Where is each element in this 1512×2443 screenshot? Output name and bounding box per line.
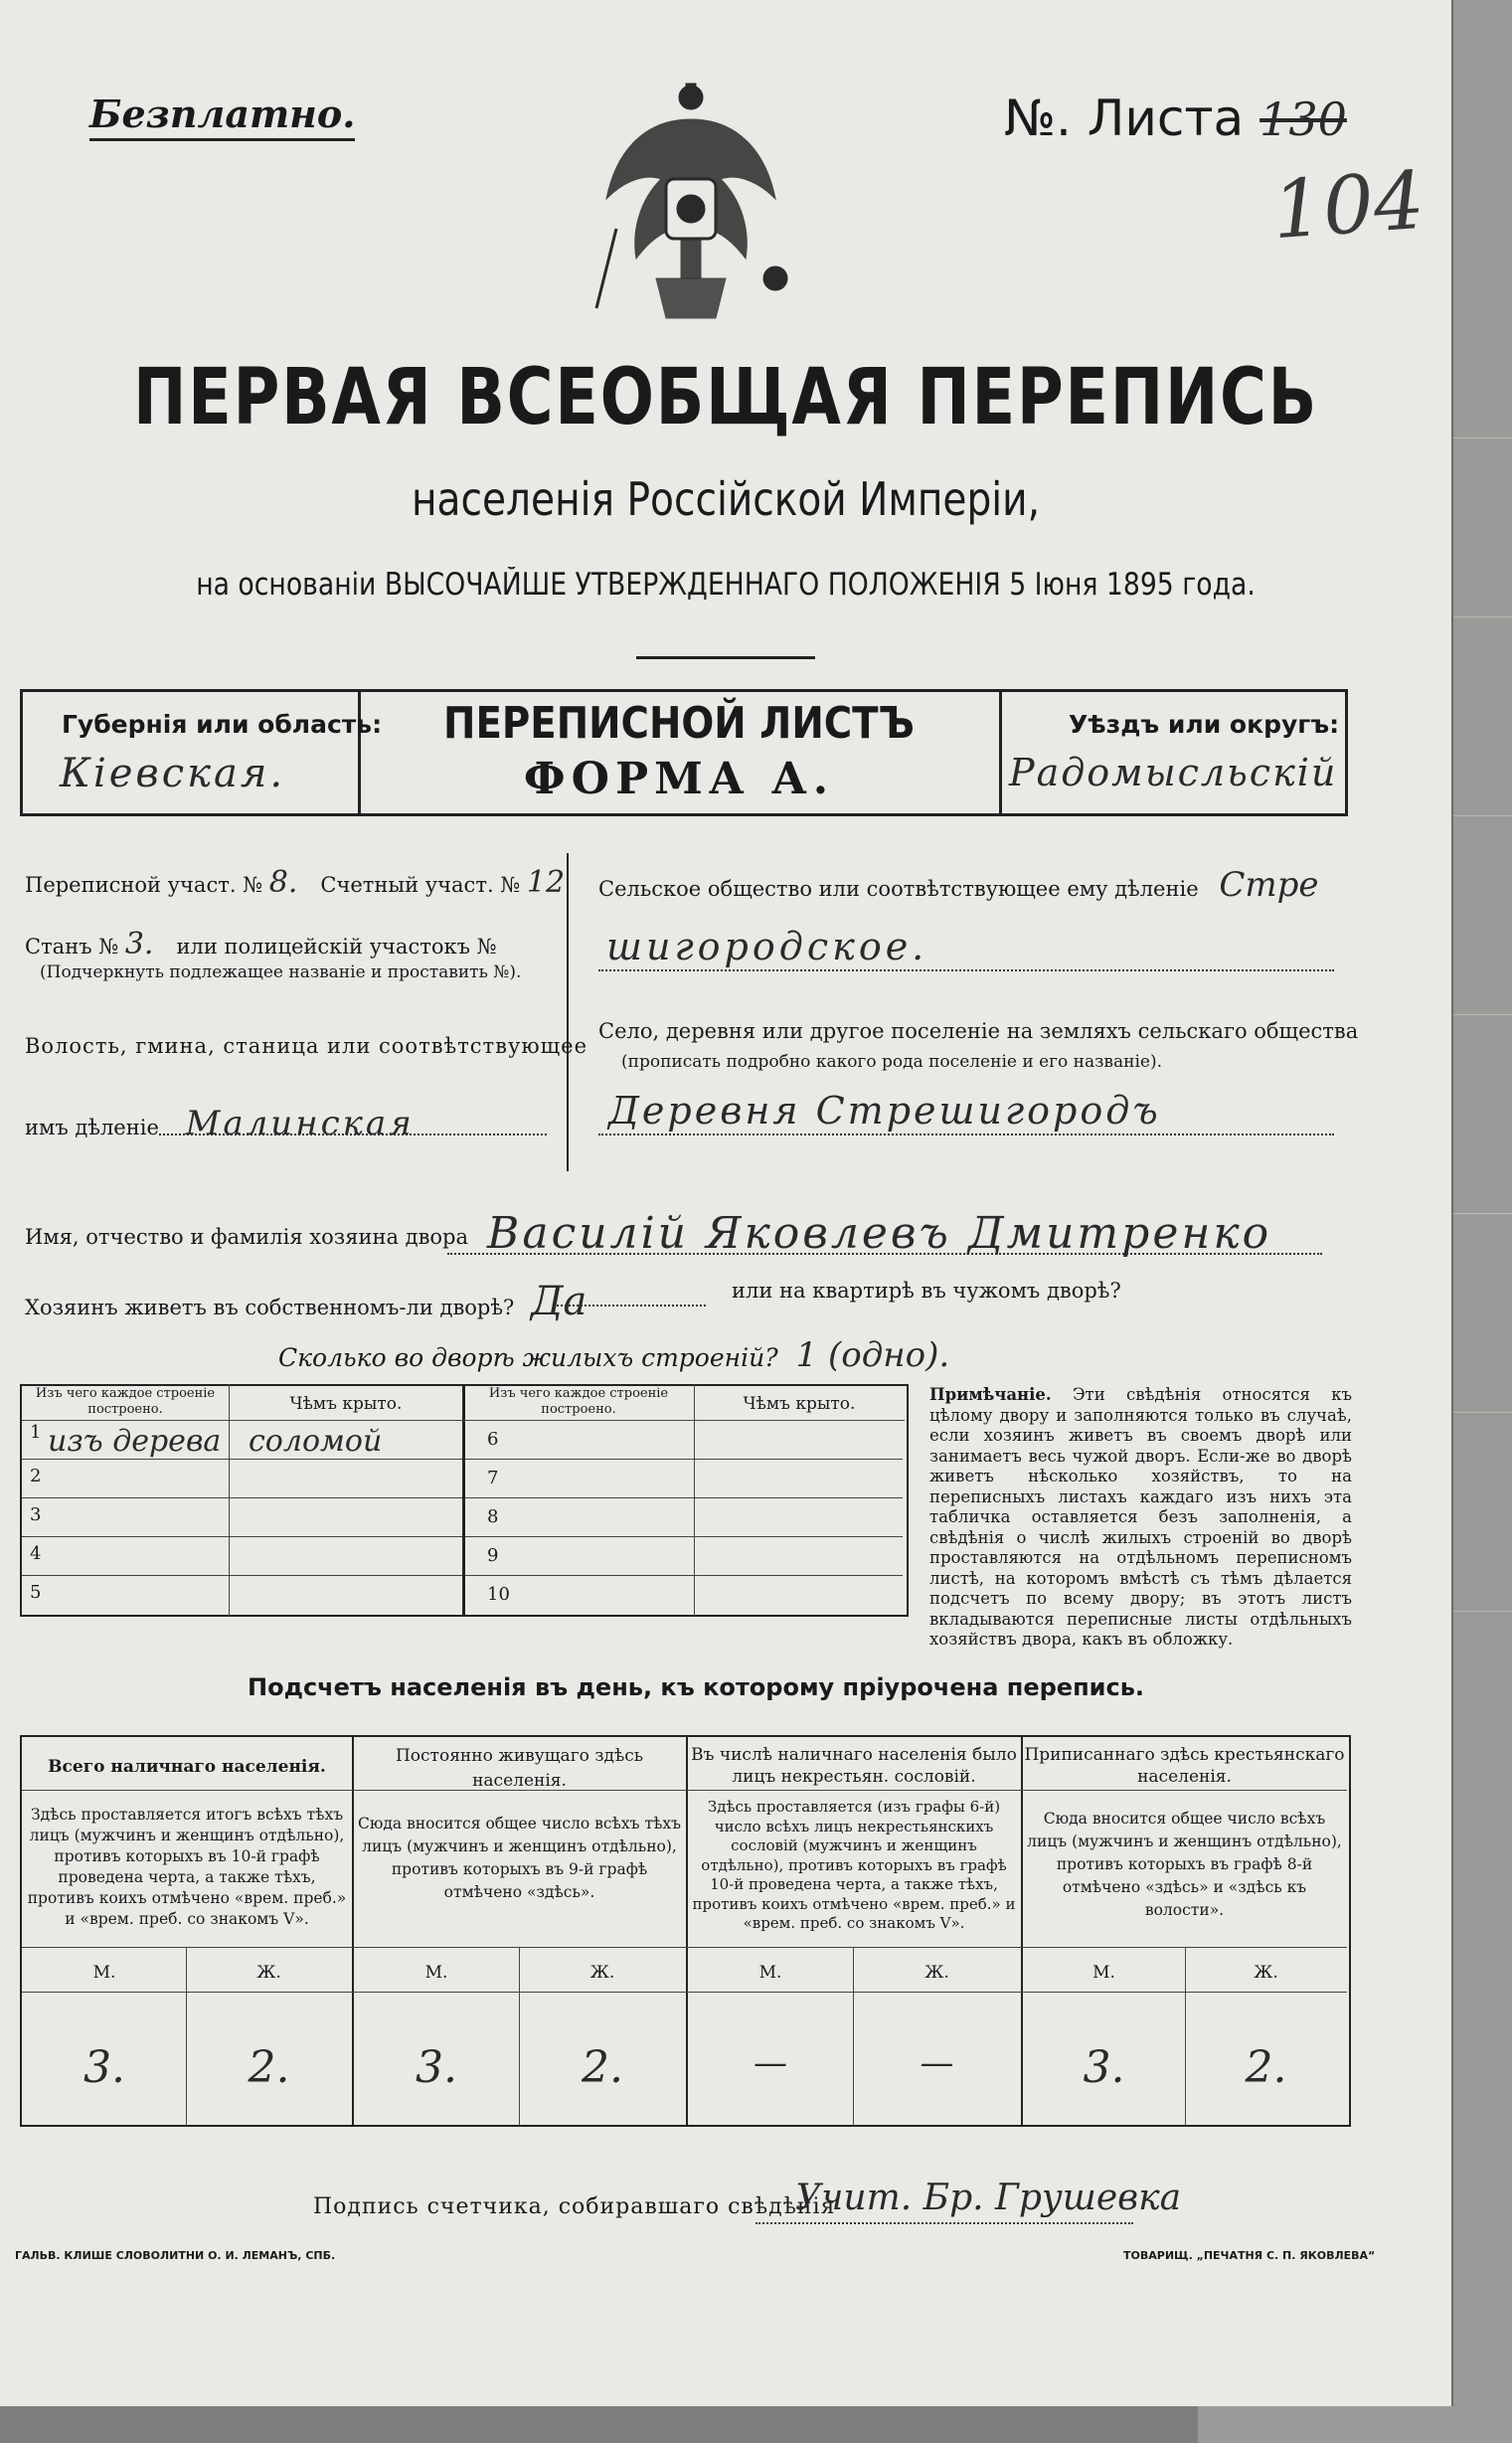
own-yard-field: Хозяинъ живетъ въ собственномъ-ли дворѣ? Да bbox=[25, 1279, 588, 1324]
rented-label: или на квартирѣ въ чужомъ дворѣ? bbox=[732, 1279, 1121, 1303]
table-divider bbox=[22, 1947, 1347, 1948]
male-label: М. bbox=[758, 1963, 782, 1983]
row-line bbox=[22, 1459, 462, 1460]
row-number: 1 bbox=[30, 1422, 42, 1443]
column-divider bbox=[567, 853, 569, 1171]
form-title: ПЕРЕПИСНОЙ ЛИСТЪ bbox=[443, 698, 915, 749]
community-value-2: шигородское. bbox=[606, 925, 928, 968]
tally-heading: Подсчетъ населенія въ день, къ которому пріурочена перепись. bbox=[248, 1673, 1144, 1701]
row-line bbox=[465, 1497, 903, 1498]
dotted-line bbox=[756, 2222, 1133, 2224]
dotted-line bbox=[598, 969, 1334, 971]
main-title: ПЕРВАЯ ВСЕОБЩАЯ ПЕРЕПИСЬ bbox=[132, 353, 1319, 442]
resident-female-value: 2. bbox=[582, 2042, 623, 2093]
table-divider bbox=[519, 1947, 520, 2126]
row-roof: соломой bbox=[249, 1424, 383, 1459]
stan-field: Станъ № 3. или полицейскій участокъ № bbox=[25, 927, 497, 961]
table-divider bbox=[22, 1790, 1347, 1791]
row-number: 2 bbox=[30, 1466, 42, 1486]
footer-right: ТОВАРИЩ. „ПЕЧАТНЯ С. П. ЯКОВЛЕВА“ bbox=[1123, 2249, 1376, 2262]
tally-col-desc: Сюда вносится общее число всѣхъ лицъ (мужчинъ и женщинъ отдѣльно), противъ которыхъ въ графѣ 8-й отмѣчено «здѣсь» и «здѣсь къ волости». bbox=[1027, 1810, 1342, 1919]
male-label: М. bbox=[424, 1963, 448, 1983]
registered-male-value: 3. bbox=[1083, 2042, 1125, 2093]
own-yard-value: Да bbox=[530, 1279, 588, 1324]
signature-field: Подпись счетчика, собиравшаго свѣдѣнія bbox=[313, 2194, 836, 2219]
sheet-number-value: 130 bbox=[1260, 92, 1347, 146]
tally-col-desc: Сюда вносится общее число всѣхъ тѣхъ лицъ (мужчинъ и женщинъ отдѣльно), противъ которыхъ въ 9-й графѣ отмѣчено «здѣсь». bbox=[358, 1815, 681, 1901]
total-male-value: 3. bbox=[84, 2042, 125, 2093]
row-line bbox=[465, 1459, 903, 1460]
female-label: Ж. bbox=[256, 1963, 281, 1983]
row-number: 6 bbox=[487, 1429, 499, 1450]
village-value: Деревня Стрешигородъ bbox=[608, 1089, 1161, 1133]
row-number: 7 bbox=[487, 1468, 499, 1488]
tally-col-desc: Здѣсь проставляется итогъ всѣхъ тѣхъ лицъ (мужчинъ и женщинъ отдѣльно), противъ которыхъ въ 10-й графѣ проведена черта, а также тѣхъ, противъ коихъ отмѣчено «врем. преб.» и «врем. преб. со знакомъ V». bbox=[27, 1806, 347, 1928]
row-line bbox=[22, 1536, 462, 1537]
owner-value: Василій Яковлевъ Дмитренко bbox=[487, 1208, 1272, 1259]
roof-header: Чѣмъ крыто. bbox=[743, 1394, 856, 1414]
census-section-field: Переписной участ. № 8. Счетный участ. № 12 bbox=[25, 865, 566, 900]
divider bbox=[999, 689, 1002, 816]
row-material: изъ дерева bbox=[48, 1424, 222, 1459]
volost-label: Волость, гмина, станица или соотвѣтствующее bbox=[25, 1034, 588, 1058]
divider bbox=[636, 656, 815, 659]
stan-hint: (Подчеркнуть подлежащее названіе и проставить №). bbox=[40, 962, 522, 982]
sheet-number-label: №. Листа 130 bbox=[1004, 89, 1347, 147]
male-label: М. bbox=[92, 1963, 116, 1983]
tally-col-title: Постоянно живущаго здѣсь населенія. bbox=[395, 1746, 644, 1791]
village-label: Село, деревня или другое поселеніе на земляхъ сельскаго общества bbox=[598, 1019, 1359, 1043]
census-section-value: 8. bbox=[268, 865, 298, 900]
dotted-line bbox=[159, 1134, 547, 1135]
double-eagle-emblem-icon bbox=[587, 80, 795, 328]
note-block bbox=[929, 1385, 1352, 1651]
total-female-value: 2. bbox=[248, 2042, 290, 2093]
note-text: Эти свѣдѣнія относятся къ цѣлому двору и заполняются только въ случаѣ, если хозяинъ живетъ въ своемъ дворѣ или занимаетъ весь чужой дворъ. Если-же во дворѣ живетъ нѣсколько хозяйствъ, то на переписныхъ листахъ каждаго изъ нихъ эта табличка оставляется безъ заполненія, а свѣдѣнія о числѣ жилыхъ строеній во дворѣ проставляются на отдѣльномъ переписномъ листѣ, на которомъ вмѣстѣ съ тѣмъ дѣлается подсчетъ по всему двору; въ этотъ листъ вкладываются переписные листы отдѣльныхъ хозяйствъ двора, какъ въ обложку. bbox=[929, 1385, 1352, 1649]
tally-col-title: Всего наличнаго населенія. bbox=[48, 1757, 326, 1777]
row-number: 9 bbox=[487, 1545, 499, 1566]
community-value-1: Стре bbox=[1219, 865, 1319, 905]
volost-field: имъ дѣленіе Малинская bbox=[25, 1104, 415, 1143]
volost-value: Малинская bbox=[185, 1104, 415, 1143]
tally-col-title: Въ числѣ наличнаго населенія было лицъ некрестьян. сословій. bbox=[691, 1745, 1017, 1787]
resident-male-value: 3. bbox=[416, 2042, 457, 2093]
subtitle: населенія Россійской Имперіи, bbox=[411, 472, 1041, 526]
district-value: Радомысльскій bbox=[1009, 751, 1338, 794]
row-line bbox=[22, 1497, 462, 1498]
table-divider bbox=[22, 1992, 1347, 1993]
dotted-line bbox=[447, 1253, 1322, 1255]
free-label: Безплатно. bbox=[89, 91, 355, 141]
tally-col-title: Приписаннаго здѣсь крестьянскаго населенія. bbox=[1024, 1745, 1345, 1787]
table-divider bbox=[22, 1420, 905, 1421]
row-number: 8 bbox=[487, 1506, 499, 1527]
table-divider bbox=[1021, 1735, 1023, 2127]
table-divider bbox=[186, 1947, 187, 2126]
row-number: 10 bbox=[487, 1584, 510, 1605]
buildings-value: 1 (одно). bbox=[795, 1335, 950, 1375]
material-header: Изъ чего каждое строеніе построено. bbox=[488, 1386, 669, 1417]
registered-female-value: 2. bbox=[1245, 2042, 1287, 2093]
nonpeasant-female-value: — bbox=[920, 2043, 954, 2083]
table-divider bbox=[686, 1735, 688, 2127]
basis-line: на основаніи ВЫСОЧАЙШЕ УТВЕРЖДЕННАГО ПОЛОЖЕНІЯ 5 Іюня 1895 года. bbox=[196, 567, 1256, 603]
note-lead: Примѣчаніе. bbox=[929, 1385, 1052, 1404]
row-line bbox=[22, 1575, 462, 1576]
form-subtitle: ФОРМА А. bbox=[523, 754, 835, 804]
community-field: Сельское общество или соотвѣтствующее ему дѣленіе Стре bbox=[598, 865, 1319, 905]
province-label: Губернія или область: bbox=[62, 710, 383, 739]
nonpeasant-male-value: — bbox=[754, 2043, 787, 2083]
row-number: 5 bbox=[30, 1582, 42, 1603]
female-label: Ж. bbox=[1254, 1963, 1278, 1983]
dotted-line bbox=[557, 1305, 706, 1307]
row-number: 4 bbox=[30, 1543, 42, 1564]
signature-value: Учит. Бр. Грушевка bbox=[795, 2178, 1182, 2218]
table-divider bbox=[352, 1735, 354, 2127]
male-label: М. bbox=[1092, 1963, 1115, 1983]
footer-left: ГАЛЬВ. КЛИШЕ СЛОВОЛИТНИ О. И. ЛЕМАНЪ, СПБ. bbox=[15, 2249, 336, 2262]
roof-header: Чѣмъ крыто. bbox=[289, 1394, 403, 1414]
row-line bbox=[465, 1536, 903, 1537]
stan-value: 3. bbox=[124, 927, 154, 961]
owner-field: Имя, отчество и фамилія хозяина двора bbox=[25, 1225, 469, 1249]
female-label: Ж. bbox=[589, 1963, 615, 1983]
row-line bbox=[465, 1575, 903, 1576]
province-value: Кіевская. bbox=[60, 751, 286, 796]
female-label: Ж. bbox=[924, 1963, 949, 1983]
counting-section-value: 12 bbox=[526, 865, 566, 900]
page-stamp: 104 bbox=[1268, 153, 1428, 258]
buildings-field: Сколько во дворѣ жилыхъ строеній? 1 (одно). bbox=[278, 1335, 950, 1375]
village-hint: (прописать подробно какого рода поселеніе и его названіе). bbox=[621, 1052, 1162, 1072]
district-label: Уѣздъ или округъ: bbox=[1069, 710, 1340, 739]
material-header: Изъ чего каждое строеніе построено. bbox=[35, 1386, 216, 1417]
dotted-line bbox=[598, 1134, 1334, 1135]
table-divider bbox=[853, 1947, 854, 2126]
table-divider bbox=[1185, 1947, 1186, 2126]
tally-col-desc: Здѣсь проставляется (изъ графы 6-й) число всѣхъ лицъ некрестьянскихъ сословій (мужчинъ и женщинъ отдѣльно), противъ которыхъ въ графѣ 10-й проведена черта, а также тѣхъ, противъ коихъ отмѣчено «врем. преб.» и «врем. преб. со знакомъ V». bbox=[692, 1798, 1016, 1932]
row-number: 3 bbox=[30, 1504, 42, 1525]
